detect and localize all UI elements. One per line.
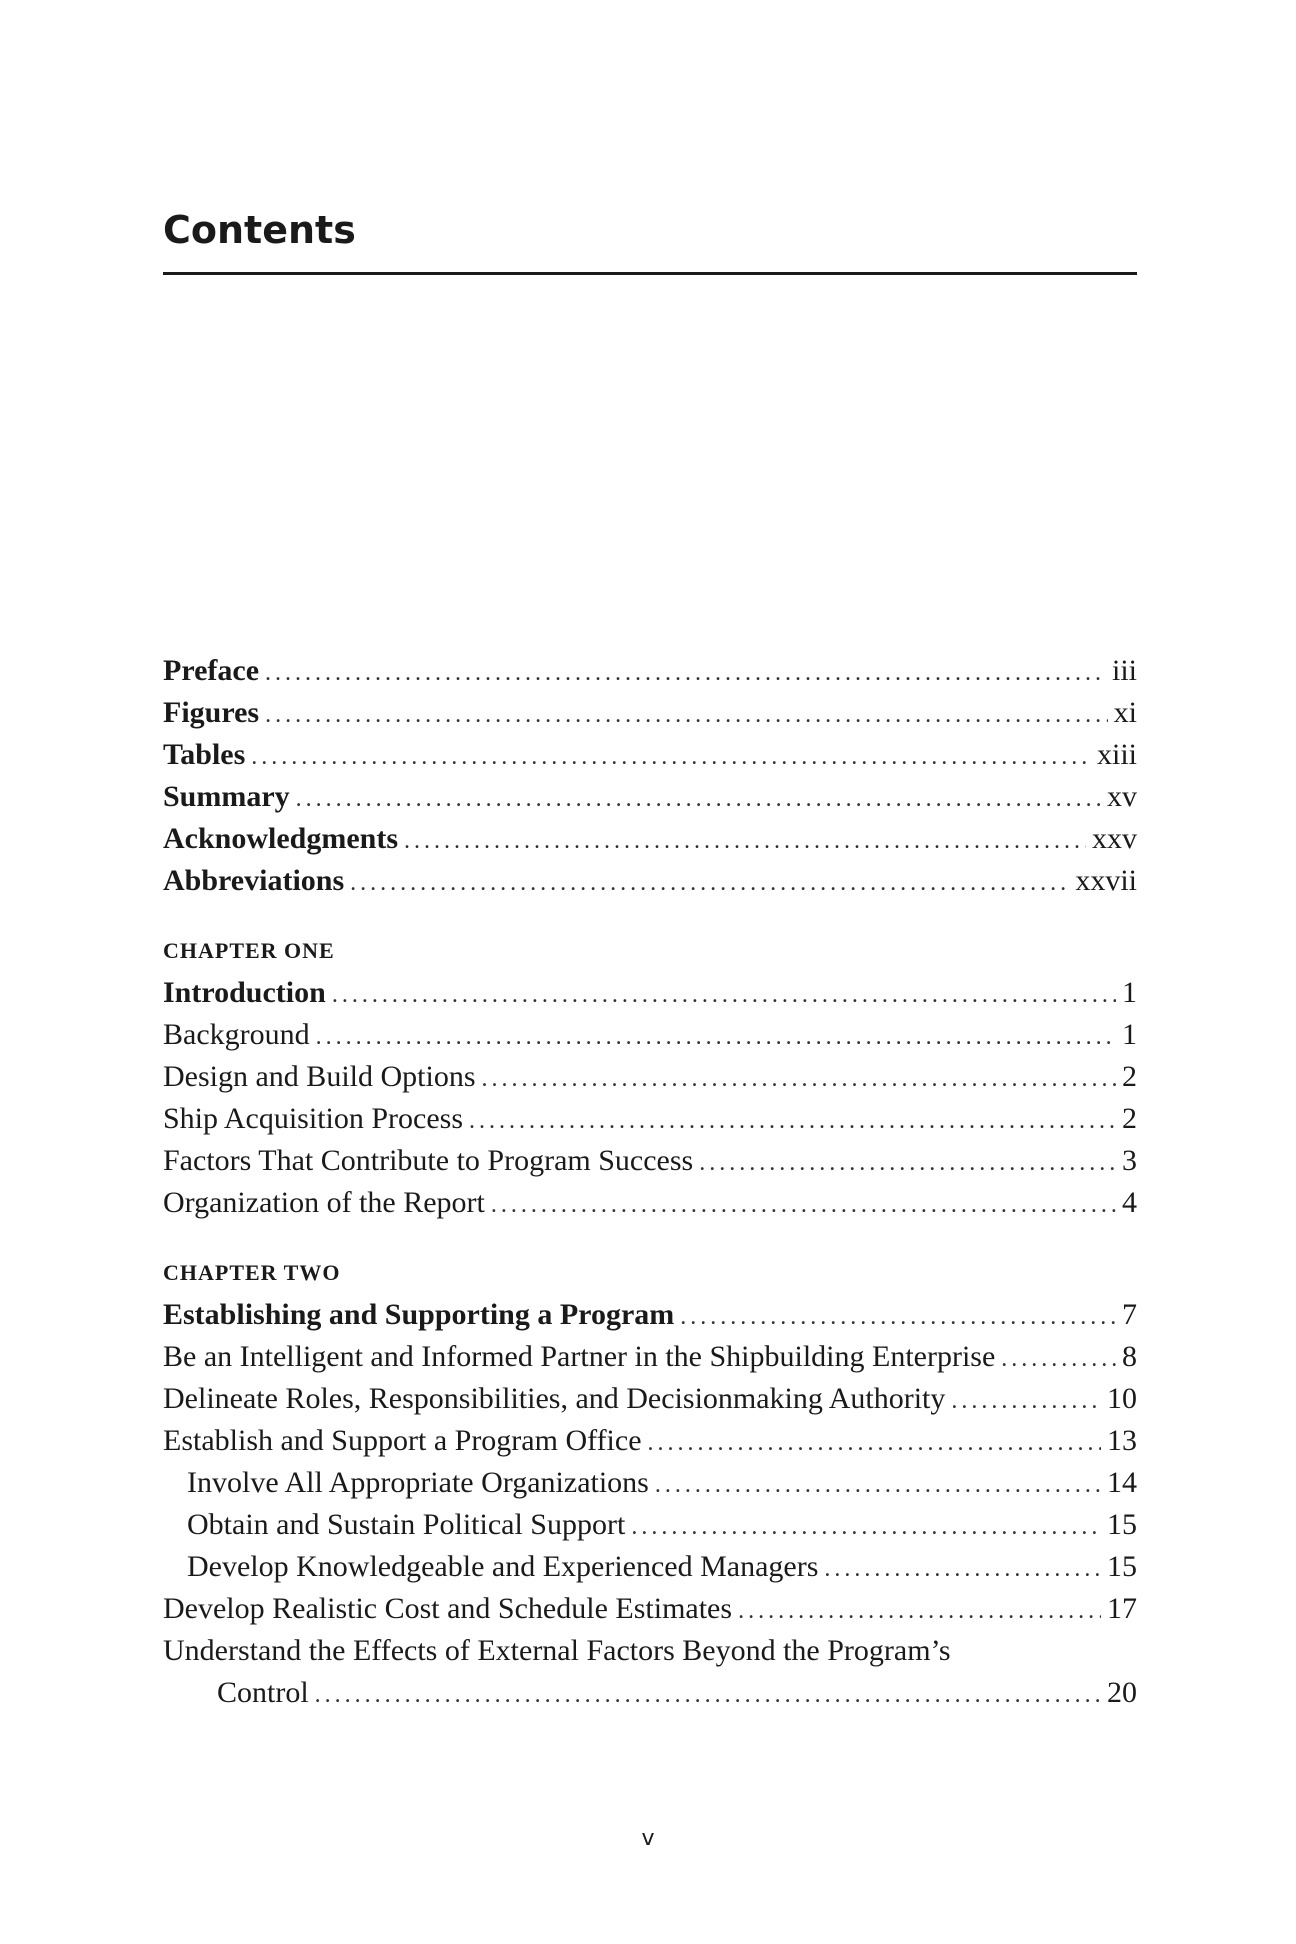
page-number: v	[641, 1826, 655, 1851]
toc-entry-preface[interactable]	[163, 650, 1137, 692]
toc-entry-page: 15	[1107, 1550, 1137, 1583]
toc-entry[interactable]	[163, 1588, 1137, 1630]
toc-entry[interactable]	[163, 1098, 1137, 1140]
toc-entry-label: Tables	[163, 738, 246, 771]
toc-subentry[interactable]	[163, 1462, 1137, 1504]
dot-leader	[824, 1548, 1101, 1590]
toc-entry-first-line[interactable]	[163, 1630, 1137, 1672]
toc-entry-page: 10	[1107, 1382, 1137, 1415]
toc-subentry[interactable]	[163, 1504, 1137, 1546]
toc-entry[interactable]	[163, 1378, 1137, 1420]
dot-leader	[332, 974, 1116, 1016]
toc-entry-label: Background	[163, 1018, 310, 1051]
toc-chapter-heading[interactable]	[163, 972, 1137, 1014]
dot-leader	[680, 1296, 1116, 1338]
toc-entry-label: Establishing and Supporting a Program	[163, 1298, 675, 1331]
toc-entry[interactable]	[163, 1014, 1137, 1056]
toc-entry-label: Figures	[163, 696, 260, 729]
toc-entry-page: 2	[1122, 1060, 1137, 1093]
dot-leader	[699, 1142, 1116, 1184]
toc-entry-label: Design and Build Options	[163, 1060, 476, 1093]
toc-entry-page: 13	[1107, 1424, 1137, 1457]
toc-entry-label: Delineate Roles, Responsibilities, and Decisionmaking Authority	[163, 1382, 946, 1415]
dot-leader	[296, 778, 1101, 820]
toc-entry-page: 4	[1122, 1186, 1137, 1219]
toc-entry-page: 1	[1122, 976, 1137, 1009]
dot-leader	[951, 1380, 1101, 1422]
toc-entry-acknowledgments[interactable]	[163, 818, 1137, 860]
toc-entry[interactable]	[163, 1420, 1137, 1462]
toc-entry-page: 15	[1107, 1508, 1137, 1541]
dot-leader	[404, 820, 1086, 862]
toc-entry-label: Factors That Contribute to Program Success	[163, 1144, 694, 1177]
dot-leader	[265, 652, 1106, 694]
title-rule	[163, 272, 1137, 275]
dot-leader	[491, 1184, 1116, 1226]
toc-subentry[interactable]	[163, 1546, 1137, 1588]
page-title: Contents	[163, 208, 356, 252]
dot-leader	[251, 736, 1091, 778]
dot-leader	[350, 862, 1069, 904]
toc-entry-page: 2	[1122, 1102, 1137, 1135]
dot-leader	[648, 1422, 1101, 1464]
toc-entry-continuation[interactable]	[163, 1672, 1137, 1714]
toc-entry-label-continued: Control	[217, 1676, 309, 1709]
toc-entry-label: Involve All Appropriate Organizations	[187, 1466, 649, 1499]
dot-leader	[469, 1100, 1116, 1142]
toc-entry-page: 14	[1107, 1466, 1137, 1499]
toc-entry-page: 1	[1122, 1018, 1137, 1051]
dot-leader	[315, 1674, 1101, 1716]
toc-entry-label: Preface	[163, 654, 260, 687]
dot-leader	[1001, 1338, 1116, 1380]
toc-entry-label: Obtain and Sustain Political Support	[187, 1508, 626, 1541]
toc-chapter-heading[interactable]	[163, 1294, 1137, 1336]
dot-leader	[482, 1058, 1117, 1100]
dot-leader	[265, 694, 1108, 736]
toc-entry-label: Establish and Support a Program Office	[163, 1424, 642, 1457]
toc-entry-page: xxvii	[1075, 864, 1137, 897]
dot-leader	[316, 1016, 1116, 1058]
toc-entry-label: Understand the Effects of External Factors Beyond the Program’s	[163, 1634, 951, 1667]
dot-leader	[738, 1590, 1101, 1632]
toc-entry[interactable]	[163, 1140, 1137, 1182]
toc-entry-label: Be an Intelligent and Informed Partner in the Shipbuilding Enterprise	[163, 1340, 996, 1373]
toc-entry-page: 20	[1107, 1676, 1137, 1709]
toc-entry-page: xiii	[1096, 738, 1137, 771]
toc-entry[interactable]	[163, 1336, 1137, 1378]
toc-entry-tables[interactable]	[163, 734, 1137, 776]
toc-entry-page: 3	[1122, 1144, 1137, 1177]
toc-entry[interactable]	[163, 1056, 1137, 1098]
toc-entry-label: Develop Realistic Cost and Schedule Estimates	[163, 1592, 733, 1625]
toc-entry-label: Develop Knowledgeable and Experienced Managers	[187, 1550, 819, 1583]
toc-entry-label: Introduction	[163, 976, 326, 1009]
toc-entry-page: xxv	[1092, 822, 1137, 855]
toc-entry-summary[interactable]	[163, 776, 1137, 818]
toc-entry-page: 7	[1122, 1298, 1137, 1331]
toc-entry[interactable]	[163, 1182, 1137, 1224]
chapter-label: CHAPTER ONE	[163, 938, 335, 963]
toc-entry-page: 8	[1122, 1340, 1137, 1373]
chapter-label: CHAPTER TWO	[163, 1260, 341, 1285]
dot-leader	[655, 1464, 1101, 1506]
toc-entry-page: iii	[1111, 654, 1137, 687]
toc-entry-label: Ship Acquisition Process	[163, 1102, 464, 1135]
toc-entry-page: 17	[1107, 1592, 1137, 1625]
toc-entry-label: Abbreviations	[163, 864, 345, 897]
dot-leader	[631, 1506, 1101, 1548]
toc-entry-label: Organization of the Report	[163, 1186, 485, 1219]
toc-entry-figures[interactable]	[163, 692, 1137, 734]
toc-entry-label: Summary	[163, 780, 290, 813]
table-of-contents	[163, 650, 1137, 1714]
toc-entry-page: xi	[1113, 696, 1137, 729]
toc-entry-label: Acknowledgments	[163, 822, 399, 855]
toc-entry-abbreviations[interactable]	[163, 860, 1137, 902]
toc-entry-page: xv	[1107, 780, 1137, 813]
